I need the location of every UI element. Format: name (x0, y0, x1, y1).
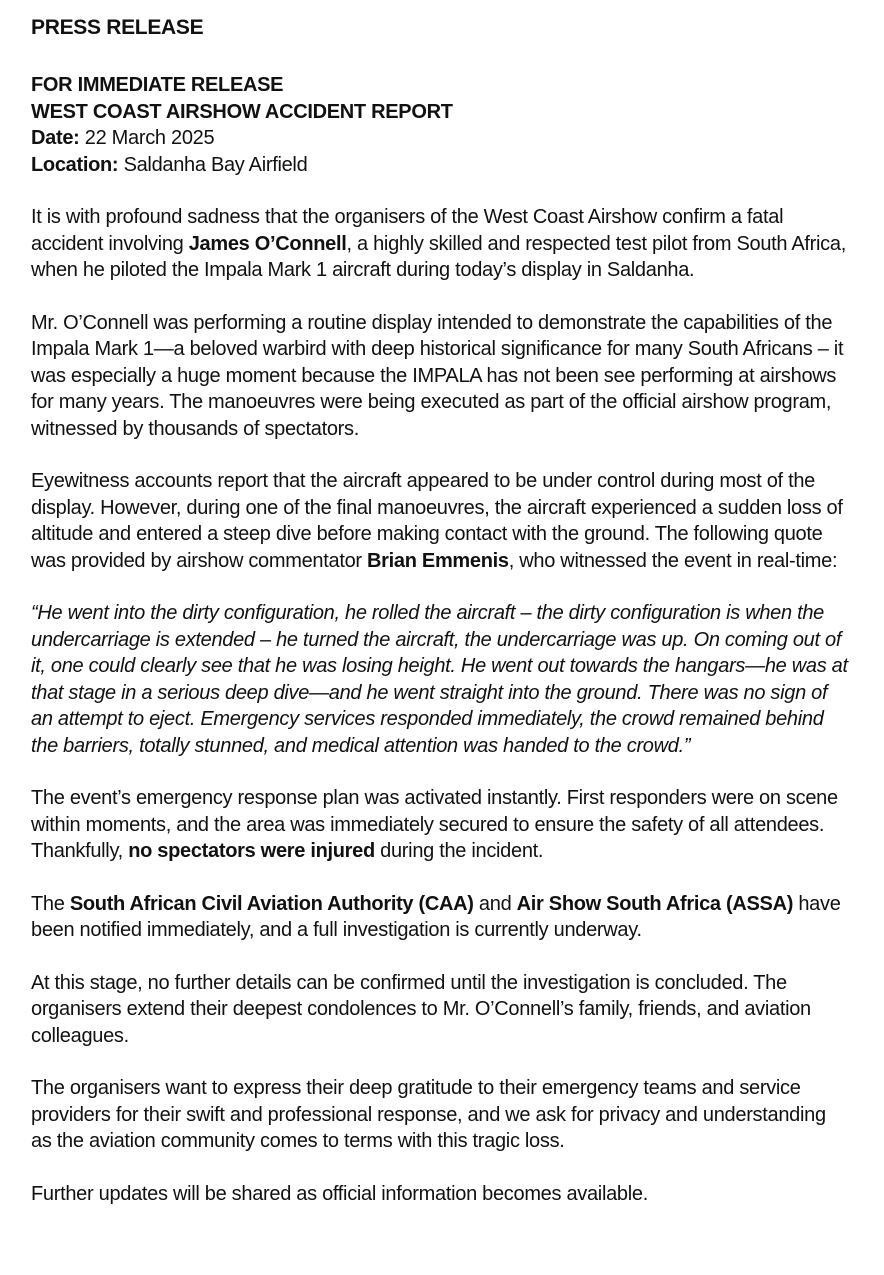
text-segment: Air Show South Africa (ASSA) (516, 892, 794, 915)
paragraph (31, 1181, 848, 1208)
paragraph (31, 785, 848, 865)
text-segment: It is with profound sadness that the organisers of the West Coast Airshow confirm a fatal accident involving (31, 206, 784, 255)
text-segment: have been notified immediately, and a full investigation is currently underway. (31, 892, 841, 941)
text-segment: James O’Connell (188, 232, 347, 255)
text-segment: , who witnessed the event in real-time: (508, 549, 838, 572)
report-title-line: WEST COAST AIRSHOW ACCIDENT REPORT (31, 100, 453, 123)
paragraphs (31, 204, 848, 1207)
text-segment: The organisers want to express their deep gratitude to their emergency teams and service providers for their swift and professional response, and we ask for privacy and understanding as the aviation community comes to terms with this tragic loss. (31, 1077, 826, 1152)
text-segment: , a highly skilled and respected test pilot from South Africa, when he piloted the Impala Mark 1 aircraft during today’s display in Saldanha. (31, 232, 846, 281)
text-segment: during the incident. (374, 840, 544, 862)
text-segment: The (31, 892, 70, 915)
text-segment: Eyewitness accounts report that the aircraft appeared to be under control during most of the display. However, during one of the final manoeuvres, the aircraft experienced a sudden loss of altitude and entered a steep dive before making contact with the ground. The following quote was provided by airshow commentator (31, 470, 843, 572)
text-segment: Further updates will be shared as official information becomes available. (31, 1182, 648, 1205)
text-segment: At this stage, no further details can be confirmed until the investigation is concluded. The organisers extend their deepest condolences to Mr. O’Connell’s family, friends, and aviation colleagues. (31, 971, 811, 1047)
paragraph (31, 204, 848, 284)
location-line (31, 152, 848, 179)
document-header (31, 72, 848, 178)
text-segment: and (473, 892, 517, 915)
text-segment: South African Civil Aviation Authority (CAA) (69, 892, 474, 915)
text-segment: no spectators were injured (128, 840, 375, 862)
date-line (31, 125, 848, 152)
date-value: 22 March 2025 (84, 127, 215, 149)
release-status-line: FOR IMMEDIATE RELEASE (31, 74, 284, 96)
press-release-document (31, 14, 848, 1207)
document-title: PRESS RELEASE (31, 16, 204, 39)
location-value: Saldanha Bay Airfield (123, 153, 308, 176)
quote-paragraph (31, 600, 848, 759)
text-segment: “He went into the dirty configuration, he rolled the aircraft – the dirty configuration is when the undercarriage is extended – he turned the aircraft, the undercarriage was up. On coming out of it, one could clearly see that he was losing height. He went out towards the hangars—he was at that stage in a serious deep dive—and he went straight into the ground. There was no sign of an attempt to eject. Emergency services responded immediately, the crowd remained behind the barriers, totally stunned, and medical attention was handed to the crowd.” (31, 602, 848, 757)
text-segment: The event’s emergency response plan was activated instantly. First responders were on scene within moments, and the area was immediately secured to ensure the safety of all attendees. Thankfully, (31, 787, 838, 862)
paragraph (31, 468, 848, 574)
paragraph (31, 1075, 848, 1155)
date-label: Date: (31, 127, 80, 149)
paragraph (31, 970, 848, 1050)
text-segment: Brian Emmenis (367, 549, 509, 572)
paragraph (31, 310, 848, 443)
location-label: Location: (31, 153, 119, 176)
paragraph (31, 891, 848, 944)
text-segment: Mr. O’Connell was performing a routine display intended to demonstrate the capabilities of the Impala Mark 1—a beloved warbird with deep historical significance for many South Africans – it was especially a huge moment because the IMPALA has not been see performing at airshows for many years. The manoeuvres were being executed as part of the official airshow program, witnessed by thousands of spectators. (31, 311, 844, 440)
